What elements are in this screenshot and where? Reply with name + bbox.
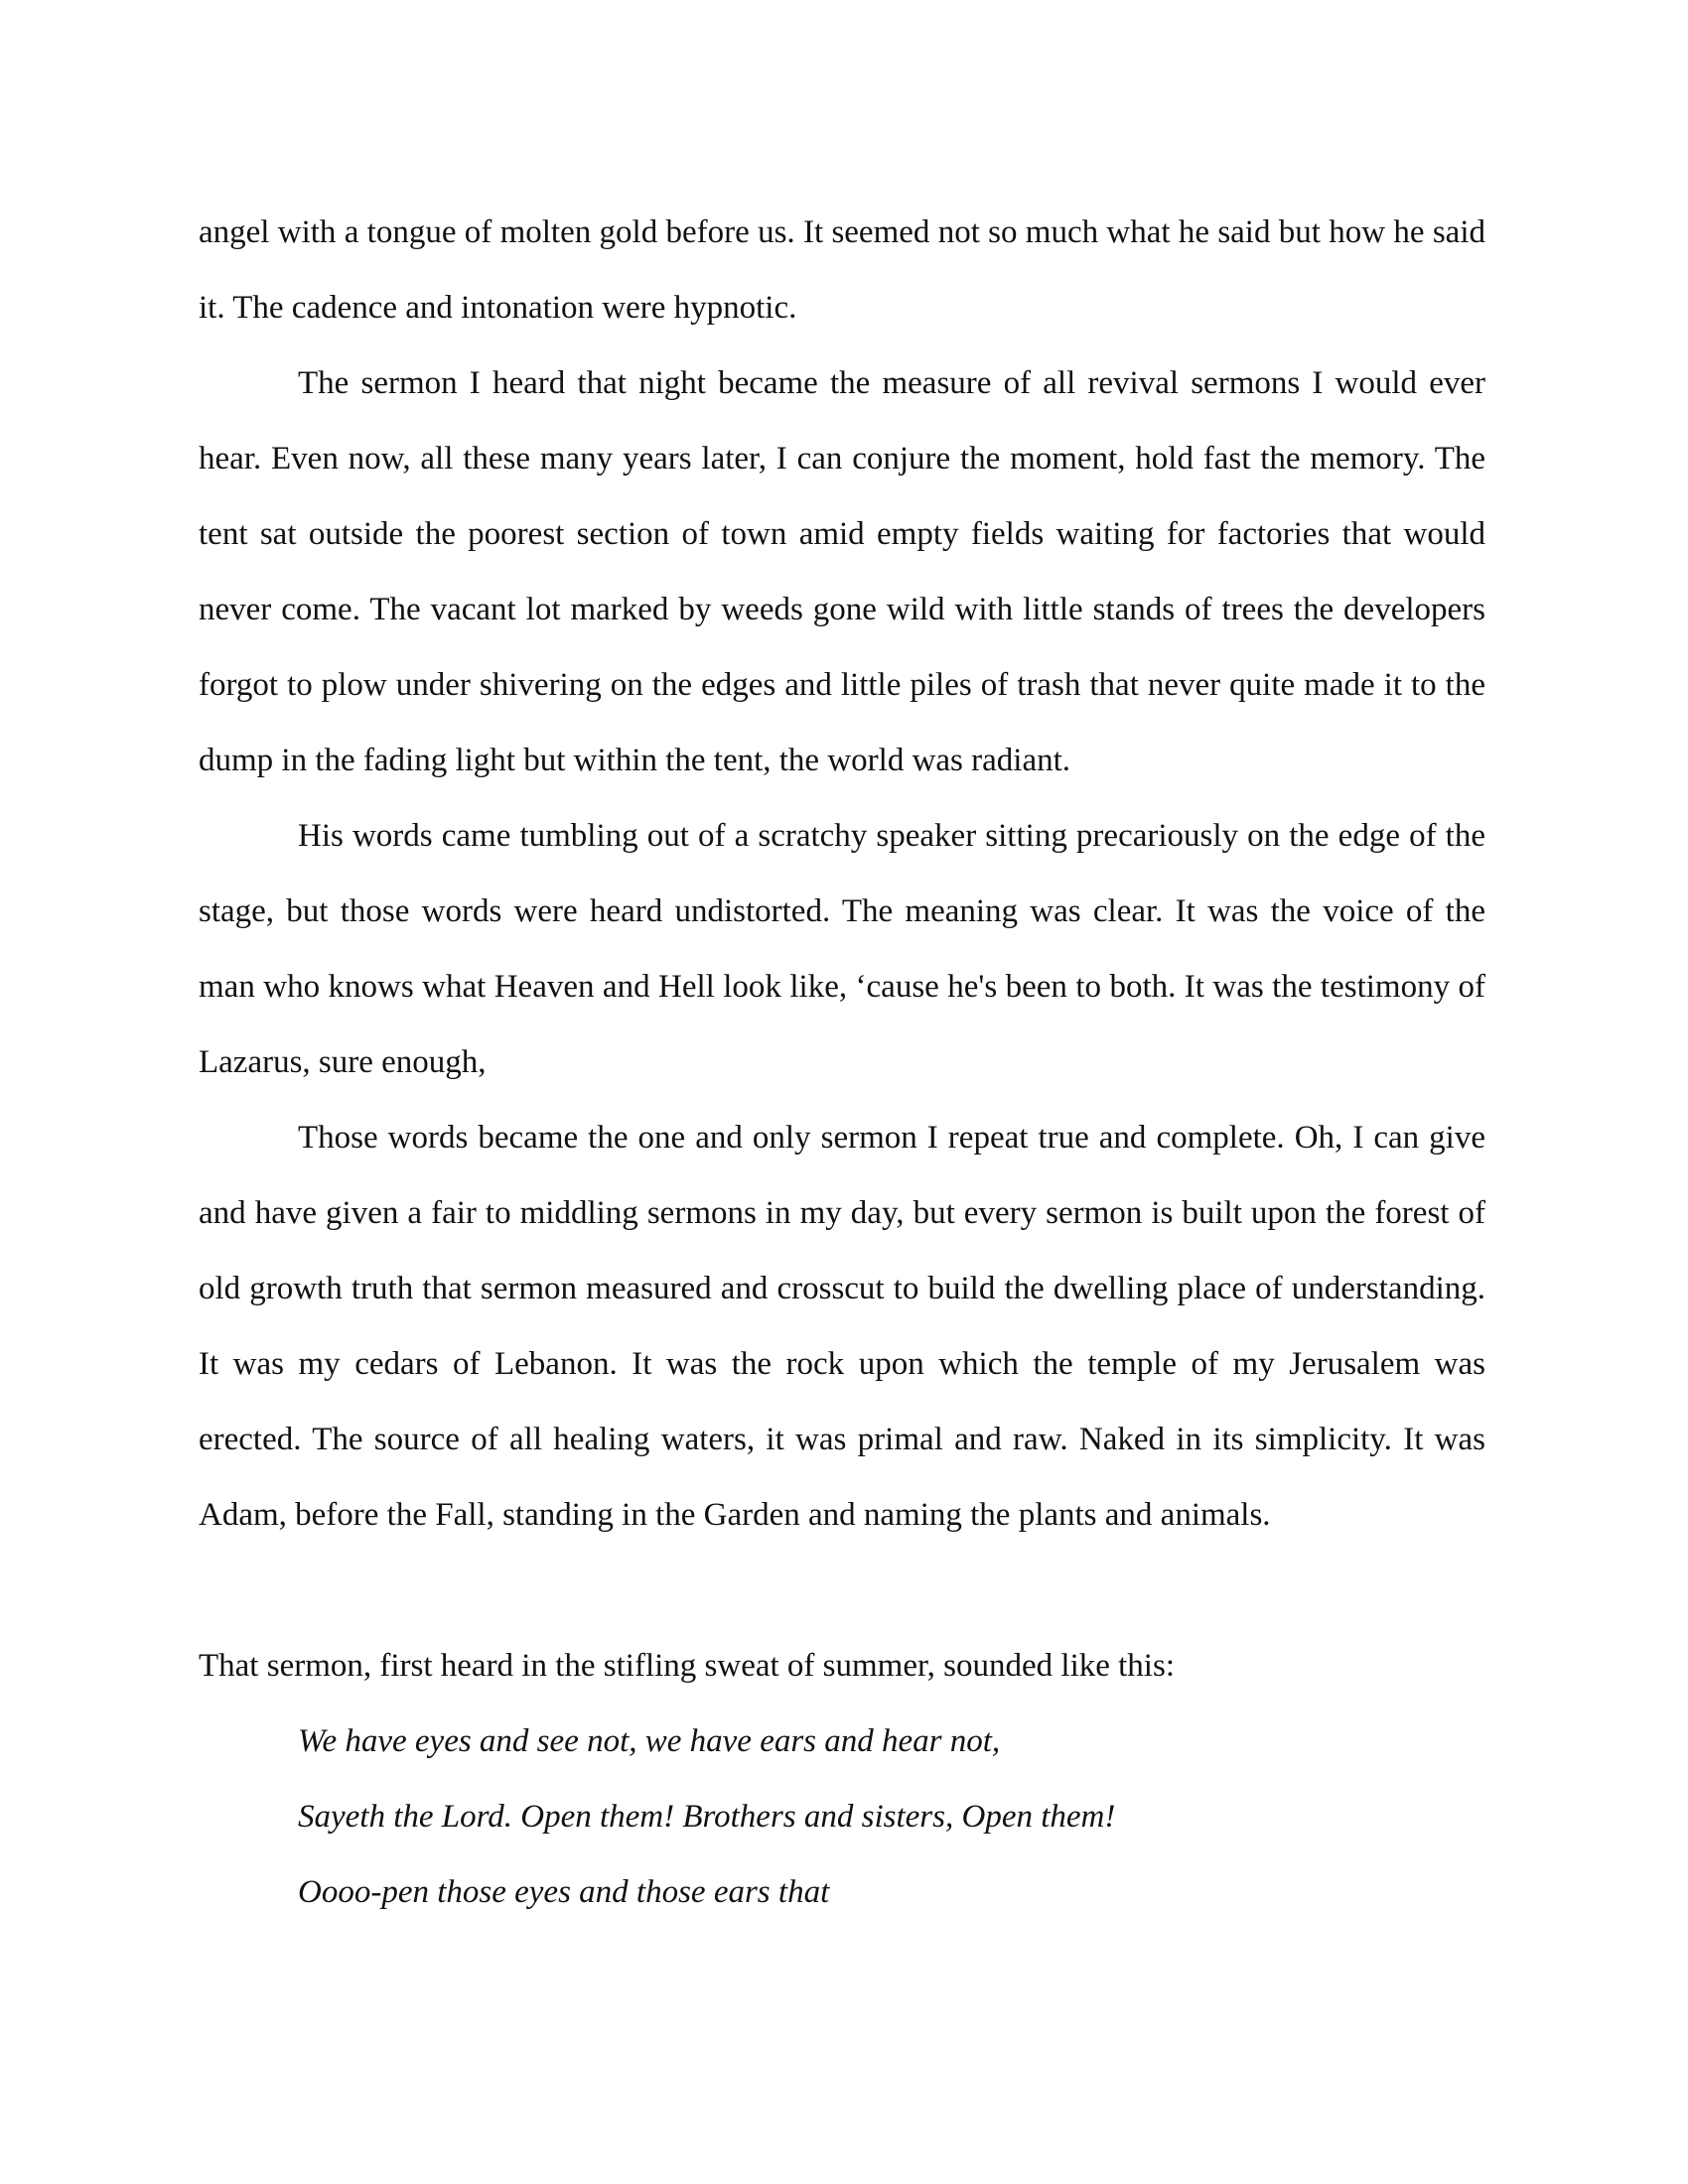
paragraph-4: Those words became the one and only sermon I repeat true and complete. Oh, I can give and have given a fair to middling sermons in my day, but every sermon is built upon the forest of old growth truth that sermon measured and crosscut to build the dwelling place of understanding. It was my cedars of Lebanon. It was the rock upon which the temple of my Jerusalem was erected. The source of all healing waters, it was primal and raw. Naked in its simplicity. It was Adam, before the Fall, standing in the Garden and naming the plants and animals. bbox=[199, 1120, 1485, 1533]
sermon-verse bbox=[298, 1704, 1485, 1930]
paragraph-2: The sermon I heard that night became the measure of all revival sermons I would ever hear. Even now, all these many years later, I can conjure the moment, hold fast the memory. The tent sat outside the poorest section of town amid empty fields waiting for factories that would never come. The vacant lot marked by weeds gone wild with little stands of trees the developers forgot to plow under shivering on the edges and little piles of trash that never quite made it to the dump in the fading light but within the tent, the world was radiant. bbox=[199, 365, 1485, 778]
verse-line-3: Oooo-pen those eyes and those ears that bbox=[298, 1874, 830, 1910]
paragraph-3: His words came tumbling out of a scratchy speaker sitting precariously on the edge of the stage, but those words were heard undistorted. The meaning was clear. It was the voice of the man who knows what Heaven and Hell look like, ‘cause he's been to both. It was the testimony of Lazarus, sure enough, bbox=[199, 818, 1485, 1080]
paragraph-1: angel with a tongue of molten gold before us. It seemed not so much what he said but how he said it. The cadence and intonation were hypnotic. bbox=[199, 214, 1485, 326]
paragraph-5: That sermon, first heard in the stifling sweat of summer, sounded like this: bbox=[199, 1648, 1175, 1684]
verse-line-1: We have eyes and see not, we have ears and hear not, bbox=[298, 1723, 1001, 1759]
body-text bbox=[199, 195, 1485, 1930]
verse-line-2: Sayeth the Lord. Open them! Brothers and sisters, Open them! bbox=[298, 1799, 1116, 1835]
